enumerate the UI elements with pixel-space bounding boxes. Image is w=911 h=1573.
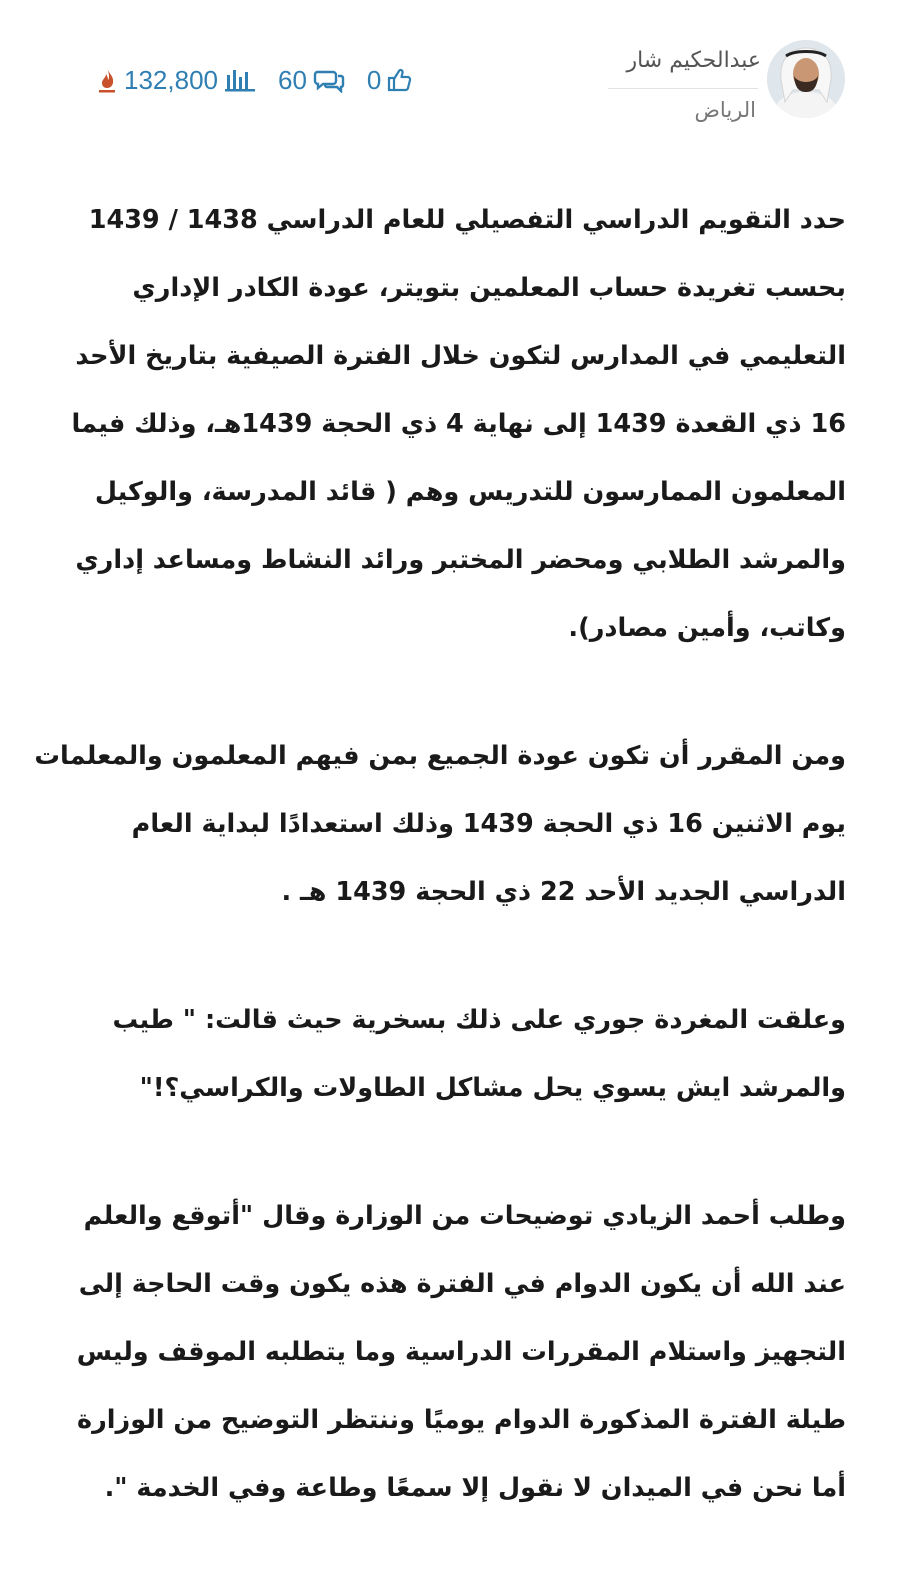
paragraph-line: أما نحن في الميدان لا نقول إلا سمعًا وطاعة وفي الخدمة ". xyxy=(104,1473,846,1503)
paragraph-line: بحسب تغريدة حساب المعلمين بتويتر، عودة الكادر الإداري xyxy=(132,273,846,303)
paragraph-line: يوم الاثنين 16 ذي الحجة 1439 وذلك استعدادًا لبداية العام xyxy=(131,809,846,839)
paragraph-line: طيلة الفترة المذكورة الدوام يوميًا وننتظر التوضيح من الوزارة xyxy=(77,1405,846,1435)
paragraph-line: والمرشد ايش يسوي يحل مشاكل الطاولات والكراسي؟!" xyxy=(139,1073,846,1103)
author-city: الرياض xyxy=(694,98,756,122)
paragraph-line: وعلقت المغردة جوري على ذلك بسخرية حيث قالت: " طيب xyxy=(112,1005,846,1035)
article-body xyxy=(34,186,846,1522)
paragraph-line: 16 ذي القعدة 1439 إلى نهاية 4 ذي الحجة 1439هـ، وذلك فيما xyxy=(71,409,846,439)
paragraph-line: والمرشد الطلابي ومحضر المختبر ورائد النشاط ومساعد إداري xyxy=(75,545,846,575)
article-paragraph xyxy=(66,1182,846,1522)
article-header xyxy=(0,38,911,138)
author-avatar[interactable] xyxy=(767,40,845,118)
views-stat xyxy=(124,65,256,96)
paragraph-line: ومن المقرر أن تكون عودة الجميع بمن فيهم المعلمون والمعلمات xyxy=(34,741,846,771)
paragraph-line: المعلمون الممارسون للتدريس وهم ( قائد المدرسة، والوكيل xyxy=(94,477,846,507)
likes-stat[interactable] xyxy=(367,65,413,96)
paragraph-line: التجهيز واستلام المقررات الدراسية وما يتطلبه الموقف وليس xyxy=(76,1337,846,1367)
bar-chart-icon xyxy=(224,67,256,93)
article-paragraph xyxy=(66,986,846,1122)
trending-stat xyxy=(96,66,118,94)
article-paragraph xyxy=(34,722,846,926)
paragraph-line: التعليمي في المدارس لتكون خلال الفترة الصيفية بتاريخ الأحد xyxy=(75,341,846,371)
views-count: 132,800 xyxy=(124,64,218,95)
comment-bubbles-icon xyxy=(313,67,345,93)
paragraph-line: الدراسي الجديد الأحد 22 ذي الحجة 1439 هـ . xyxy=(281,877,846,907)
avatar-photo xyxy=(767,40,845,118)
comments-count: 60 xyxy=(277,64,307,95)
article-paragraph xyxy=(66,186,846,662)
flame-icon xyxy=(96,66,118,94)
likes-count: 0 xyxy=(366,64,382,95)
paragraph-line: حدد التقويم الدراسي التفصيلي للعام الدراسي 1438 / 1439 xyxy=(88,205,846,235)
paragraph-line: وكاتب، وأمين مصادر). xyxy=(568,613,846,643)
comments-stat[interactable] xyxy=(278,65,345,96)
thumbs-up-icon[interactable] xyxy=(387,67,413,93)
author-divider xyxy=(608,88,758,89)
paragraph-line: عند الله أن يكون الدوام في الفترة هذه يكون وقت الحاجة إلى xyxy=(78,1269,846,1299)
article-stats xyxy=(96,60,413,100)
paragraph-line: وطلب أحمد الزيادي توضيحات من الوزارة وقال "أتوقع والعلم xyxy=(83,1201,846,1231)
author-name[interactable]: عبدالحكيم شار xyxy=(626,48,761,73)
